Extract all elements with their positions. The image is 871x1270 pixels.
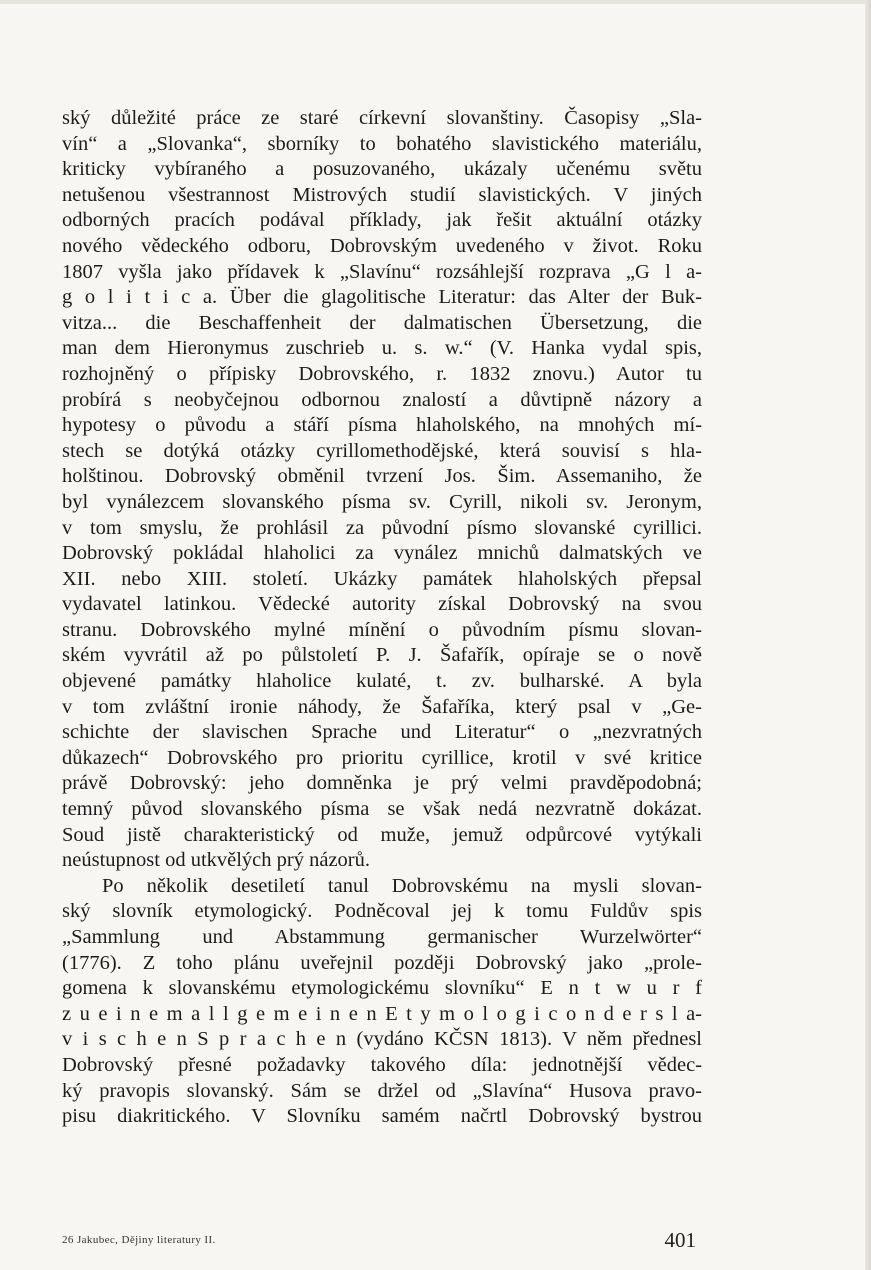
text-line: v tom smyslu, že prohlásil za původní písmo slovanské cyrillici.	[62, 516, 702, 539]
text-line: z u e i n e m a l l g e m e i n e n E t y m o l o g i c o n d e r s l a-	[62, 1002, 702, 1025]
text-line: vitza... die Beschaffenheit der dalmatischen Übersetzung, die	[62, 311, 702, 334]
text-line: 1807 vyšla jako přídavek k „Slavínu“ rozsáhlejší rozprava „G l a-	[62, 260, 702, 283]
page-top-edge	[0, 0, 871, 4]
text-line: odborných pracích podával příklady, jak řešit aktuální otázky	[62, 209, 702, 232]
text-line: netušenou všestrannost Mistrových studií slavistických. V jiných	[62, 183, 702, 206]
text-line: gomena k slovanskému etymologickému slovníku“ E n t w u r f	[62, 977, 702, 1000]
text-line: Soud jistě charakteristický od muže, jemuž odpůrcové vytýkali	[62, 823, 702, 846]
text-line: v i s c h e n S p r a c h e n (vydáno KČSN 1813). V něm přednesl	[62, 1028, 702, 1051]
text-line: ský slovník etymologický. Podněcoval jej k tomu Fuldův spis	[62, 900, 702, 923]
text-line: v tom zvláštní ironie náhody, že Šafaříka, který psal v „Ge-	[62, 695, 702, 718]
text-line: stech se dotýká otázky cyrillomethodějské, která souvisí s hla-	[62, 439, 702, 462]
text-line: kriticky vybíraného a posuzovaného, ukázaly učenému světu	[62, 158, 702, 181]
text-line: právě Dobrovský: jeho domněnka je prý velmi pravděpodobná;	[62, 772, 702, 795]
page-number: 401	[664, 1228, 696, 1252]
text-line: probírá s neobyčejnou odbornou znalostí a důvtipně názory a	[62, 388, 702, 411]
text-line: man dem Hieronymus zuschrieb u. s. w.“ (V. Hanka vydal spis,	[62, 337, 702, 360]
text-line: rozhojněný o přípisky Dobrovského, r. 1832 znovu.) Autor tu	[62, 362, 702, 385]
text-line: nového vědeckého odboru, Dobrovským uvedeného v život. Roku	[62, 234, 702, 257]
text-line: vín“ a „Slovanka“, sborníky to bohatého slavistického materiálu,	[62, 132, 702, 155]
text-line: Dobrovský pokládal hlaholici za vynález mnichů dalmatských ve	[62, 542, 702, 565]
text-line: stranu. Dobrovského mylné mínění o původním písmu slovan-	[62, 618, 702, 641]
text-line: byl vynálezcem slovanského písma sv. Cyrill, nikoli sv. Jeronym,	[62, 490, 702, 513]
text-line: (1776). Z toho plánu uveřejnil později Dobrovský jako „prole-	[62, 951, 702, 974]
text-line: důkazech“ Dobrovského pro prioritu cyrillice, krotil v své kritice	[62, 746, 702, 769]
text-line: hypotesy o původu a stáří písma hlaholského, na mnohých mí-	[62, 414, 702, 437]
text-line: ský důležité práce ze staré církevní slovanštiny. Časopisy „Sla-	[62, 107, 702, 129]
text-line: holštinou. Dobrovský obměnil tvrzení Jos. Šim. Assemaniho, že	[62, 465, 702, 488]
page-right-edge	[865, 0, 871, 1270]
paragraph-end-line: neústupnost od utkvělých prý názorů.	[62, 849, 371, 872]
text-line: „Sammlung und Abstammung germanischer Wurzelwörter“	[62, 926, 702, 948]
text-line: temný původ slovanského písma se však nedá nezvratně dokázat.	[62, 798, 702, 821]
text-line: pisu diakritického. V Slovníku samém načrtl Dobrovský bystrou	[62, 1105, 702, 1128]
text-line: vydavatel latinkou. Vědecké autority získal Dobrovský na svou	[62, 593, 702, 616]
page-footer	[62, 1228, 702, 1258]
text-line: objevené památky hlaholice kulaté, t. zv. bulharské. A byla	[62, 670, 702, 693]
text-line: g o l i t i c a. Über die glagolitische Literatur: das Alter der Buk-	[62, 286, 702, 309]
body-text	[62, 106, 702, 1130]
paragraph-start-line: Po několik desetiletí tanul Dobrovskému na mysli slovan-	[102, 874, 702, 897]
text-line: ký pravopis slovanský. Sám se držel od „Slavína“ Husova pravo-	[62, 1079, 702, 1102]
footer-signature: 26 Jakubec, Dějiny literatury II.	[62, 1234, 216, 1246]
text-line: ském vyvrátil až po půlstoletí P. J. Šafařík, opíraje se o nově	[62, 644, 702, 667]
text-line: schichte der slavischen Sprache und Literatur“ o „nezvratných	[62, 721, 702, 744]
text-line: Dobrovský přesné požadavky takového díla: jednotnější vědec-	[62, 1053, 702, 1076]
text-line: XII. nebo XIII. století. Ukázky památek hlaholských přepsal	[62, 567, 702, 590]
